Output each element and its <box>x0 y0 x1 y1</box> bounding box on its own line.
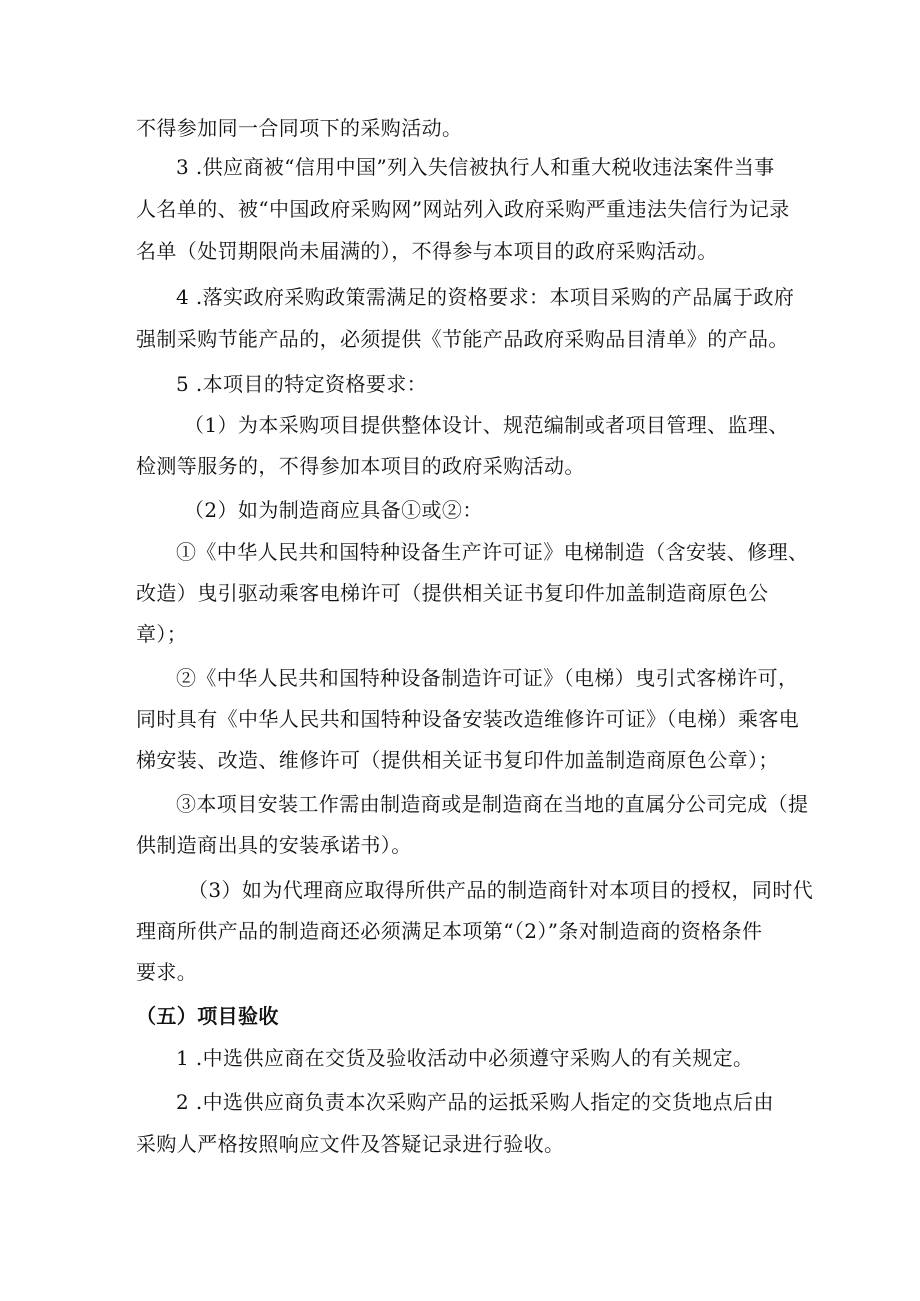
item-3-line-2: 理商所供产品的制造商还必须满足本项第“（2）”条对制造商的资格条件 <box>136 919 763 943</box>
item-3-line-3: 要求。 <box>136 960 198 984</box>
text-line-1: 不得参加同一合同项下的采购活动。 <box>136 116 463 140</box>
clause-4-line-1: 4 .落实政府采购政策需满足的资格要求：本项目采购的产品属于政府 <box>176 285 795 309</box>
item-2-b-line-1: ②《中华人民共和国特种设备制造许可证》（电梯）曳引式客梯许可， <box>176 666 799 690</box>
item-2-b-line-3: 梯安装、改造、维修许可（提供相关证书复印件加盖制造商原色公章）； <box>136 748 779 772</box>
acceptance-2-line-1: 2 .中选供应商负责本次采购产品的运抵采购人指定的交货地点后由 <box>176 1090 774 1114</box>
item-1-line-1: （1）为本采购项目提供整体设计、规范编制或者项目管理、监理、 <box>184 413 789 437</box>
acceptance-1: 1 .中选供应商在交货及验收活动中必须遵守采购人的有关规定。 <box>176 1046 754 1070</box>
item-2-a-line-2: 改造）曳引驱动乘客电梯许可（提供相关证书复印件加盖制造商原色公 <box>136 581 769 605</box>
clause-3-line-3: 名单（处罚期限尚未届满的），不得参与本项目的政府采购活动。 <box>136 239 718 263</box>
clause-5-title: 5 .本项目的特定资格要求： <box>176 372 428 396</box>
item-2-a-line-3: 章）； <box>136 622 188 646</box>
item-3-line-1: （3）如为代理商应取得所供产品的制造商针对本项目的授权，同时代 <box>188 878 814 902</box>
clause-3-line-2: 人名单的、被“中国政府采购网”网站列入政府采购严重违法失信行为记录 <box>136 197 790 221</box>
item-2-title: （2）如为制造商应具备①或②： <box>184 498 483 522</box>
item-1-line-2: 检测等服务的，不得参加本项目的政府采购活动。 <box>136 454 585 478</box>
item-2-a-line-1: ①《中华人民共和国特种设备生产许可证》电梯制造（含安装、修理、 <box>176 540 809 564</box>
clause-4-line-2: 强制采购节能产品的，必须提供《节能产品政府采购品目清单》的产品。 <box>136 327 789 351</box>
acceptance-2-line-2: 采购人严格按照响应文件及答疑记录进行验收。 <box>136 1132 565 1156</box>
item-2-c-line-2: 供制造商出具的安装承诺书）。 <box>136 833 412 857</box>
item-2-c-line-1: ③本项目安装工作需由制造商或是制造商在当地的直属分公司完成（提 <box>176 792 809 816</box>
section-five-heading: （五）项目验收 <box>136 1004 279 1028</box>
clause-3-line-1: 3 .供应商被“信用中国”列入失信被执行人和重大税收违法案件当事 <box>176 155 775 179</box>
item-2-b-line-2: 同时具有《中华人民共和国特种设备安装改造维修许可证》（电梯）乘客电 <box>136 707 800 731</box>
